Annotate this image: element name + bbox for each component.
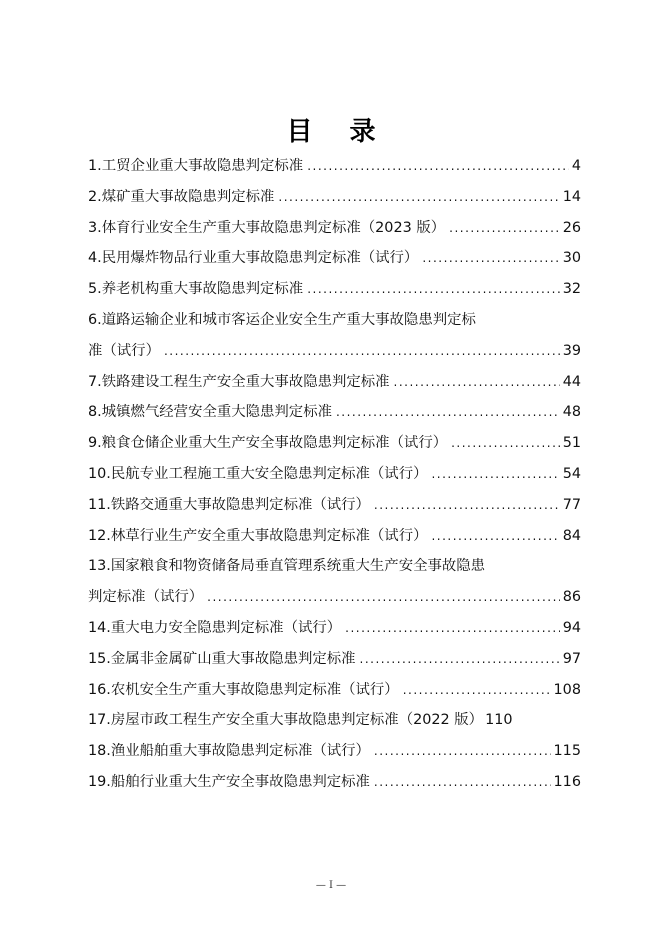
dot-leader <box>307 274 559 305</box>
toc-entry-page: 86 <box>562 589 581 606</box>
toc-entry-title: 9.粮食仓储企业重大生产安全事故隐患判定标准（试行） <box>88 435 448 452</box>
dot-leader <box>360 644 560 675</box>
toc-entry-page: 4 <box>571 158 581 174</box>
toc-entry-14[interactable] <box>88 613 581 644</box>
toc-entry-18[interactable] <box>88 736 581 767</box>
dot-leader <box>336 397 560 428</box>
dot-leader <box>164 336 560 367</box>
toc-entry-8[interactable] <box>88 397 581 428</box>
dot-leader <box>278 182 559 213</box>
toc-entry-3[interactable] <box>88 213 581 244</box>
toc-entry-7[interactable] <box>88 367 581 398</box>
table-of-contents <box>88 151 581 798</box>
toc-entry-page: 97 <box>562 650 581 667</box>
toc-entry-title: 14.重大电力安全隐患判定标准（试行） <box>88 619 342 636</box>
toc-entry-page: 30 <box>562 250 581 267</box>
toc-entry-page: 116 <box>553 773 581 790</box>
toc-entry-9[interactable] <box>88 428 581 459</box>
toc-entry-2[interactable] <box>88 182 581 213</box>
toc-entry-title: 3.体育行业安全生产重大事故隐患判定标准（2023 版） <box>88 219 446 236</box>
toc-entry-title: 17.房屋市政工程生产安全重大事故隐患判定标准（2022 版） <box>88 712 484 729</box>
toc-entry-title-line2: 判定标准（试行） <box>88 589 204 606</box>
toc-entry-17[interactable] <box>88 705 581 736</box>
toc-entry-title: 5.养老机构重大事故隐患判定标准 <box>88 281 304 298</box>
toc-entry-page: 39 <box>562 342 581 359</box>
toc-entry-title: 7.铁路建设工程生产安全重大事故隐患判定标准 <box>88 373 390 390</box>
toc-entry-title-line1: 13.国家粮食和物资储备局垂直管理系统重大生产安全事故隐患 <box>88 558 486 575</box>
toc-entry-title: 15.金属非金属矿山重大事故隐患判定标准 <box>88 650 356 667</box>
toc-entry-16[interactable] <box>88 675 581 706</box>
toc-entry-title: 10.民航专业工程施工重大安全隐患判定标准（试行） <box>88 465 428 482</box>
toc-entry-13[interactable] <box>88 551 581 613</box>
toc-entry-page: 110 <box>485 712 513 729</box>
dot-leader <box>307 151 569 182</box>
toc-entry-title: 4.民用爆炸物品行业重大事故隐患判定标准（试行） <box>88 250 419 267</box>
dot-leader <box>394 367 560 398</box>
toc-entry-title: 18.渔业船舶重大事故隐患判定标准（试行） <box>88 743 370 760</box>
dot-leader <box>403 675 551 706</box>
dot-leader <box>422 243 559 274</box>
toc-entry-page: 94 <box>562 619 581 636</box>
toc-entry-4[interactable] <box>88 243 581 274</box>
page-title: 目 录 <box>286 117 390 147</box>
toc-entry-title: 11.铁路交通重大事故隐患判定标准（试行） <box>88 496 370 513</box>
toc-entry-title: 16.农机安全生产重大事故隐患判定标准（试行） <box>88 681 399 698</box>
dot-leader <box>374 490 560 521</box>
toc-entry-6[interactable] <box>88 305 581 367</box>
toc-entry-page: 26 <box>562 219 581 236</box>
toc-entry-1[interactable] <box>88 151 581 182</box>
toc-entry-title: 2.煤矿重大事故隐患判定标准 <box>88 188 275 205</box>
toc-entry-page: 44 <box>562 373 581 390</box>
toc-entry-page: 84 <box>562 527 581 544</box>
dot-leader <box>449 213 560 244</box>
toc-entry-title: 1.工贸企业重大事故隐患判定标准 <box>88 158 304 174</box>
toc-entry-page: 51 <box>562 435 581 452</box>
dot-leader <box>451 428 560 459</box>
toc-entry-11[interactable] <box>88 490 581 521</box>
toc-entry-19[interactable] <box>88 767 581 798</box>
toc-entry-10[interactable] <box>88 459 581 490</box>
toc-entry-title-line2: 准（试行） <box>88 342 160 359</box>
page-number-footer: — I — <box>315 880 347 891</box>
dot-leader <box>345 613 560 644</box>
toc-entry-15[interactable] <box>88 644 581 675</box>
dot-leader <box>207 582 560 613</box>
toc-entry-page: 115 <box>553 743 581 760</box>
toc-entry-title-line1: 6.道路运输企业和城市客运企业安全生产重大事故隐患判定标 <box>88 311 476 328</box>
toc-entry-page: 54 <box>562 465 581 482</box>
toc-entry-page: 108 <box>553 681 581 698</box>
toc-entry-page: 77 <box>562 496 581 513</box>
toc-entry-title: 19.船舶行业重大生产安全事故隐患判定标准 <box>88 773 370 790</box>
toc-entry-title: 8.城镇燃气经营安全重大隐患判定标准 <box>88 404 332 421</box>
dot-leader <box>374 767 551 798</box>
dot-leader <box>374 736 551 767</box>
toc-entry-page: 14 <box>562 188 581 205</box>
dot-leader <box>431 459 559 490</box>
toc-entry-12[interactable] <box>88 521 581 552</box>
toc-entry-title: 12.林草行业生产安全重大事故隐患判定标准（试行） <box>88 527 428 544</box>
toc-entry-page: 48 <box>562 404 581 421</box>
toc-entry-5[interactable] <box>88 274 581 305</box>
toc-entry-page: 32 <box>562 281 581 298</box>
dot-leader <box>431 521 559 552</box>
